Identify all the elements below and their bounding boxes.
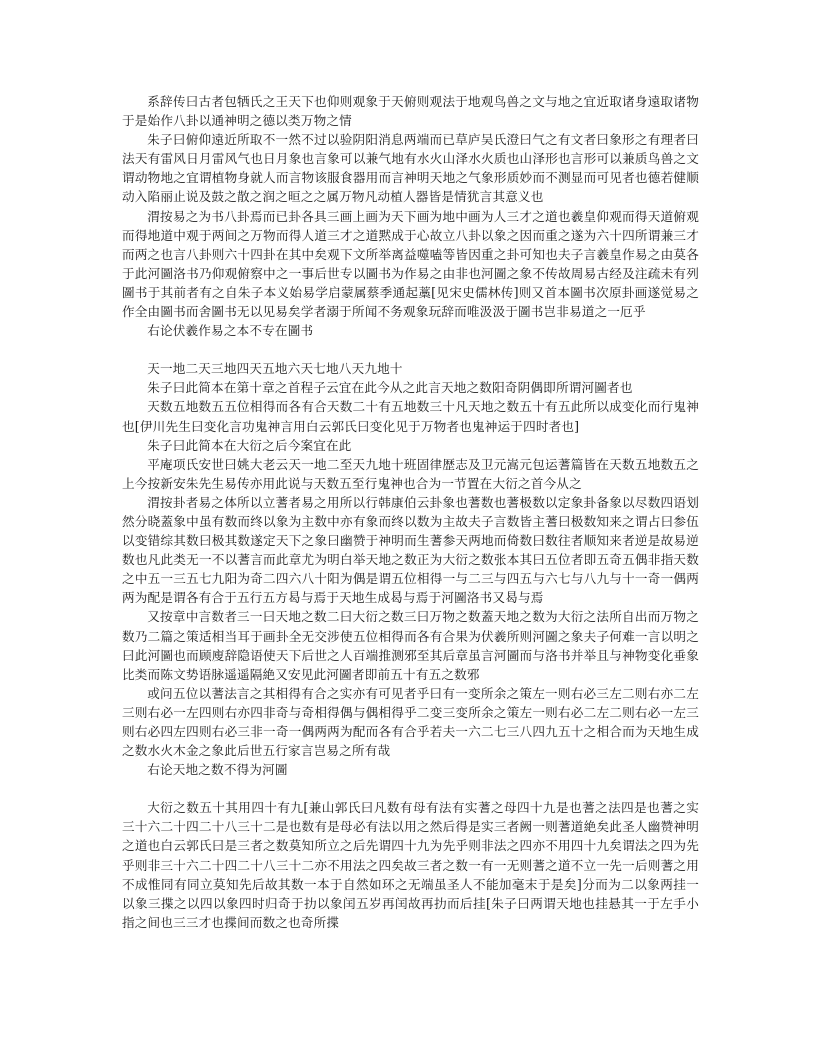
document-page (122, 92, 699, 932)
paragraph: 渭按易之为书八卦焉而已卦各具三画上画为天下画为地中画为人三才之道也羲皇仰观而得天道俯观而得地道中观于两间之万物而得人道三才之道黙成于心故立八卦以象之因而重之遂为六十四所谓兼三才而两之也言八卦则六十四卦在其中矣观下文所举离益噬嗑等皆因重之卦可知也夫子言羲皇作易之由莫各于此河圖洛书乃仰观俯察中之一事后世专以圖书为作易之由非也河圖之象不传故周易古经及注疏未有列圖书于其前者有之自朱子本义始易学启蒙属蔡季通起藁[见宋史儒林传]则又首本圖书次原卦画遂觉易之作全由圖书而舍圖书无以见易矣学者溺于所闻不务观象玩辞而唯汲汲于圖书岂非易道之一厄乎 (122, 208, 699, 320)
paragraph: 朱子曰俯仰遠近所取不一然不过以验阴阳消息两端而已草庐吴氏澄曰气之有文者曰象形之有理者曰法天有雷风日月雷风气也日月象也言象可以兼气地有水火山泽水火质也山泽形也言形可以兼质鸟兽之文谓动物地之宜谓植物身就人而言物该服食器用而言神明天地之气象形质妙而不测显而可见者也德若健顺动入陷丽止说及鼓之散之润之晅之之属万物凡动植人器皆是情犹言其意义也 (122, 132, 699, 205)
quoted-classic-text: 天数五地数五五位相得而各有合天数二十有五地数三十凡天地之数五十有五此所以成变化而行鬼神也[伊川先生曰变化言功鬼神言用白云郭氏曰变化见于万物者也鬼神运于四时者也] (122, 399, 699, 434)
paragraph: 朱子曰此简本在第十章之首程子云宜在此今从之此言天地之数阳奇阴偶即所谓河圖者也 (147, 380, 633, 396)
section-gap (122, 340, 699, 359)
quoted-classic-text: 大衍之数五十其用四十有九[兼山郭氏曰凡数有母有法有实蓍之母四十九是也蓍之法四是也蓍之实三十六二十四二十八三十二是也数有是母必有法以用之然后得是实三者阙一则蓍道絶矣此圣人幽赞神明之道也白云郭氏曰是三者之数莫知所立之后先谓四十九为先乎则非法之四亦不用四十九矣谓法之四为先乎则非三十六二十四二十八三十二亦不用法之四矣故三者之数一有一无则蓍之道不立一先一后则蓍之用不成惟同有同立莫知先后故其数一本于自然如环之无端虽圣人不能加毫末于是矣]分而为二以象两挂一以象三揲之以四以象四时归奇于扐以象闰五岁再闰故再扐而后挂[朱子曰两谓天地也挂悬其一于左手小指之间也三三才也揲间而数之也奇所揲 (122, 800, 699, 930)
paragraph: 朱子曰此简本在大衍之后今案宜在此 (147, 437, 352, 453)
section-gap (122, 779, 699, 798)
section-summary: 右论伏羲作易之本不专在圖书 (147, 323, 314, 339)
paragraph: 又按章中言数者三一曰天地之数二曰大衍之数三曰万物之数蓋天地之数为大衍之法所自出而万物之数乃二篇之策适相当耳于画卦全无交涉使五位相得而各有合果为伏羲所则河圖之象夫子何难一言以明之曰此河圖也而顾廋辞隐语使天下后世之人百端推测邪至其后章虽言河圖而与洛书并举且与神物变化垂象比类而陈文势语脉遥遥隔絶又安见此河圖者即前五十有五之数邪 (122, 609, 699, 682)
paragraph: 或问五位以蓍法言之其相得有合之实亦有可见者乎曰有一变所余之策左一则右必三左二则右亦二左三则右必一左四则右亦四非奇与奇相得偶与偶相得乎二变三变所余之策左一则右必二左二则右必一左三则右必四左四则右必三非一奇一偶两两为配而各有合乎若夫一六二七三八四九五十之相合而为天地生成之数水火木金之象此后世五行家言岂易之所有哉 (122, 685, 699, 759)
section-summary: 右论天地之数不得为河圖 (147, 762, 288, 778)
paragraph: 系辞传曰古者包牺氏之王天下也仰则观象于天俯则观法于地观鸟兽之文与地之宜近取诸身遠取诸物于是始作八卦以通神明之德以类万物之情 (122, 94, 699, 129)
quoted-classic-text: 天一地二天三地四天五地六天七地八天九地十 (147, 361, 403, 377)
paragraph: 平庵项氏安世曰姚大老云天一地二至天九地十班固律歴志及卫元嵩元包运蓍篇皆在天数五地数五之上今按新安朱先生易传亦用此说与天数五至行鬼神也合为一节置在大衍之首今从之 (122, 456, 699, 491)
paragraph: 渭按卦者易之体所以立蓍者易之用所以行韩康伯云卦象也蓍数也蓍极数以定象卦备象以尽数四语划然分晓蓋象中虽有数而终以象为主数中亦有象而终以数为主故夫子言数皆主蓍曰极数知来之谓占曰参伍以变错综其数曰极其数遂定天下之象曰幽赞于神明而生蓍参天两地而倚数曰数往者顺知来者逆是故易逆数也凡此类无一不以蓍言而此章尤为明白举天地之数正为大衍之数张本其曰五位者即五奇五偶非指天数之中五一三五七九阳为奇二四六八十阳为偶是谓五位相得一与二三与四五与六七与八九与十一奇一偶两两为配是谓各有合于五行五方曷与焉于天地生成曷与焉于河圖洛书又曷与焉 (122, 494, 699, 606)
